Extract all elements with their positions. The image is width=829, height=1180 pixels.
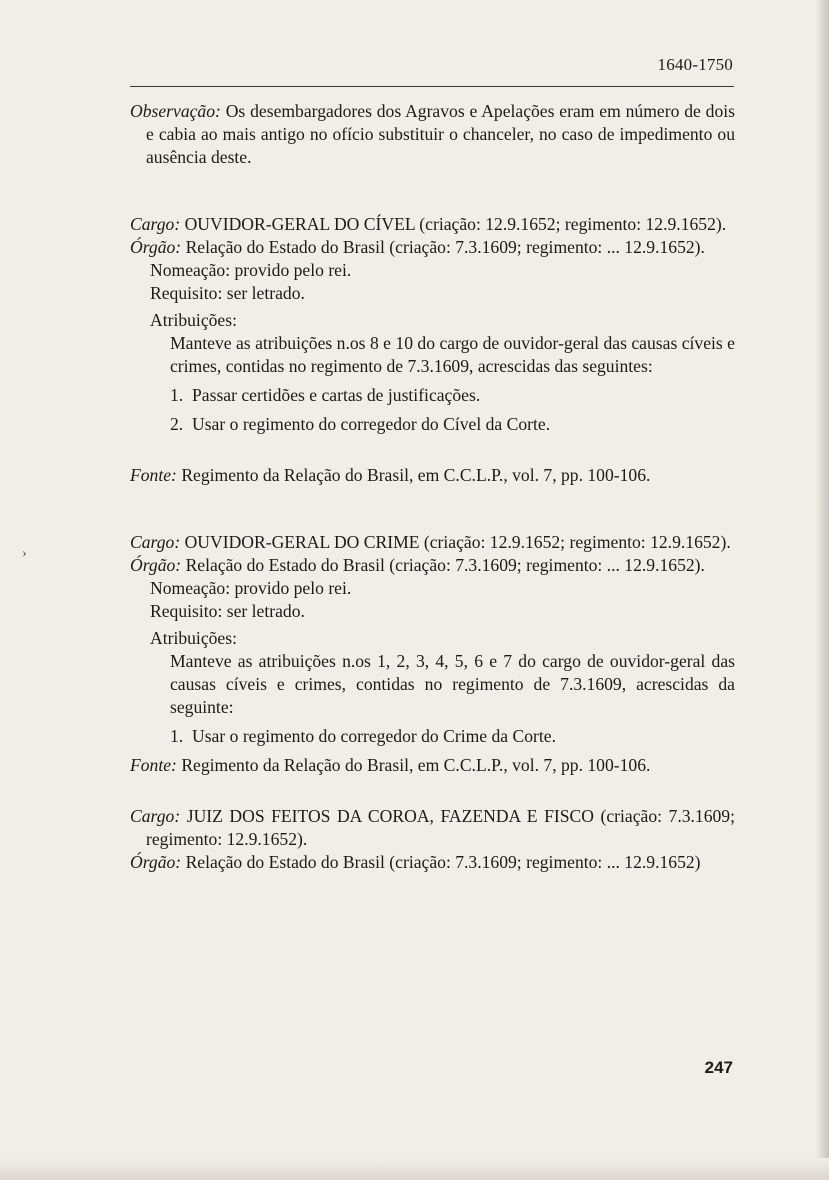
entry-1-cargo bbox=[130, 213, 735, 236]
entry-3-orgao bbox=[130, 851, 735, 874]
entry-2-nomeacao: Nomeação: provido pelo rei. bbox=[150, 578, 352, 598]
document-body bbox=[130, 100, 735, 874]
list-item-text: Usar o regimento do corregedor do Crime da Corte. bbox=[192, 726, 556, 746]
entry-2-requisito: Requisito: ser letrado. bbox=[150, 601, 305, 621]
fonte-text: Regimento da Relação do Brasil, em C.C.L.P., vol. 7, pp. 100-106. bbox=[181, 755, 651, 775]
orgao-label: Órgão: bbox=[130, 555, 182, 575]
orgao-label: Órgão: bbox=[130, 852, 182, 872]
entry-3-cargo bbox=[130, 805, 735, 851]
list-item-number: 2. bbox=[170, 414, 184, 434]
entry-2-atribuicoes-label: Atribuições: bbox=[150, 628, 237, 648]
entry-2-orgao bbox=[130, 554, 735, 577]
orgao-text: Relação do Estado do Brasil (criação: 7.3.1609; regimento: ... 12.9.1652). bbox=[185, 555, 705, 575]
entry-2-atribuicoes-text: Manteve as atribuições n.os 1, 2, 3, 4, 5, 6 e 7 do cargo de ouvidor-geral das causas cíveis e crimes, contidas no regimento de 7.3.1609, acrescidas da seguinte: bbox=[170, 651, 735, 717]
entry-1-fonte bbox=[130, 464, 735, 487]
page-number: 247 bbox=[704, 1058, 733, 1077]
list-item bbox=[130, 384, 735, 407]
orgao-text: Relação do Estado do Brasil (criação: 7.3.1609; regimento: ... 12.9.1652) bbox=[185, 852, 701, 872]
entry-1-atribuicoes-text: Manteve as atribuições n.os 8 e 10 do cargo de ouvidor-geral das causas cíveis e crimes, contidas no regimento de 7.3.1609, acrescidas das seguintes: bbox=[170, 333, 735, 376]
entry-1-atribuicoes-label: Atribuições: bbox=[150, 310, 237, 330]
fonte-label: Fonte: bbox=[130, 465, 177, 485]
list-item-number: 1. bbox=[170, 385, 184, 405]
fonte-label: Fonte: bbox=[130, 755, 177, 775]
cargo-label: Cargo: bbox=[130, 214, 181, 234]
list-item bbox=[130, 725, 735, 748]
fonte-text: Regimento da Relação do Brasil, em C.C.L.P., vol. 7, pp. 100-106. bbox=[181, 465, 651, 485]
entry-1-nomeacao: Nomeação: provido pelo rei. bbox=[150, 260, 352, 280]
observacao-paragraph bbox=[130, 100, 735, 169]
list-item-text: Usar o regimento do corregedor do Cível da Corte. bbox=[192, 414, 551, 434]
entry-2-cargo bbox=[130, 531, 735, 554]
page-edge-shadow bbox=[815, 0, 829, 1180]
list-item bbox=[130, 413, 735, 436]
cargo-text: OUVIDOR-GERAL DO CRIME (criação: 12.9.1652; regimento: 12.9.1652). bbox=[184, 532, 731, 552]
cargo-label: Cargo: bbox=[130, 532, 181, 552]
cargo-label: Cargo: bbox=[130, 806, 181, 826]
page-bottom-shadow bbox=[0, 1158, 829, 1180]
list-item-text: Passar certidões e cartas de justificações. bbox=[192, 385, 481, 405]
entry-2-fonte bbox=[130, 754, 735, 777]
list-item-number: 1. bbox=[170, 726, 184, 746]
margin-mark: › bbox=[22, 546, 27, 561]
running-head: 1640-1750 bbox=[657, 55, 733, 74]
entry-1-orgao bbox=[130, 236, 735, 259]
cargo-text: OUVIDOR-GERAL DO CÍVEL (criação: 12.9.1652; regimento: 12.9.1652). bbox=[184, 214, 727, 234]
observacao-text: Os desembargadores dos Agravos e Apelações eram em número de dois e cabia ao mais antigo no ofício substituir o chanceler, no caso de impedimento ou ausência deste. bbox=[146, 101, 735, 167]
orgao-label: Órgão: bbox=[130, 237, 182, 257]
cargo-text: JUIZ DOS FEITOS DA COROA, FAZENDA E FISCO (criação: 7.3.1609; regimento: 12.9.1652). bbox=[146, 806, 735, 849]
entry-1-requisito: Requisito: ser letrado. bbox=[150, 283, 305, 303]
header-rule bbox=[130, 86, 734, 87]
orgao-text: Relação do Estado do Brasil (criação: 7.3.1609; regimento: ... 12.9.1652). bbox=[185, 237, 705, 257]
observacao-label: Observação: bbox=[130, 101, 221, 121]
